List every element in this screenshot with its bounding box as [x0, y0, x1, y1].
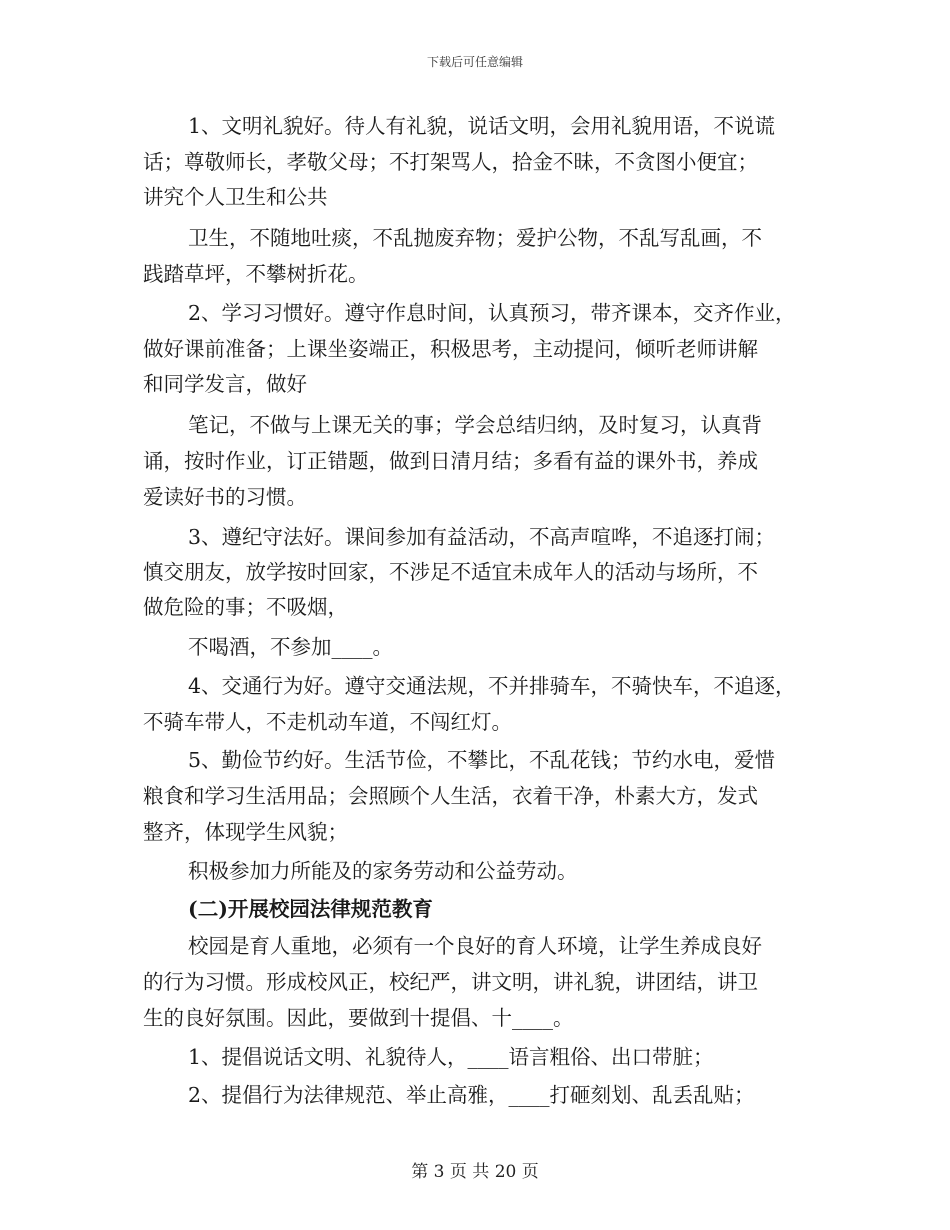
text-line: 积极参加力所能及的家务劳动和公益劳动。	[188, 859, 578, 883]
text-line: 讲究个人卫生和公共	[143, 185, 328, 209]
page-header: 下载后可任意编辑	[426, 55, 523, 69]
text-line: 不喝酒，不参加____。	[188, 635, 393, 659]
text-line: 4、交通行为好。遵守交通法规，不并排骑车，不骑快车，不追逐，	[188, 674, 796, 698]
text-line: 做危险的事；不吸烟，	[143, 595, 348, 619]
text-line: 慎交朋友，放学按时回家，不涉足不适宜未成年人的活动与场所，不	[143, 560, 758, 584]
text-line: 5、勤俭节约好。生活节俭，不攀比，不乱花钱；节约水电，爱惜	[188, 748, 776, 772]
section-heading: (二)开展校园法律规范教育	[188, 897, 433, 921]
text-line: 生的良好氛围。因此，要做到十提倡、十____。	[143, 1006, 574, 1030]
text-line: 不骑车带人，不走机动车道，不闯红灯。	[143, 710, 512, 734]
text-line: 3、遵纪守法好。课间参加有益活动，不高声喧哗，不追逐打闹；	[188, 525, 776, 549]
text-line: 践踏草坪，不攀树折花。	[143, 262, 369, 286]
text-line: 做好课前准备；上课坐姿端正，积极思考，主动提问，倾听老师讲解	[143, 337, 758, 361]
text-line: 和同学发言，做好	[143, 372, 307, 396]
text-line: 话；尊敬师长，孝敬父母；不打架骂人，拾金不昧，不贪图小便宜；	[143, 150, 758, 174]
text-line: 的行为习惯。形成校风正，校纪严，讲文明，讲礼貌，讲团结，讲卫	[143, 970, 758, 994]
text-line: 校园是育人重地，必须有一个良好的育人环境，让学生养成良好	[188, 934, 762, 958]
text-line: 1、文明礼貌好。待人有礼貌，说话文明，会用礼貌用语，不说谎	[188, 114, 776, 138]
text-line: 粮食和学习生活用品；会照顾个人生活，衣着干净，朴素大方，发式	[143, 784, 758, 808]
text-line: 诵，按时作业，订正错题，做到日清月结；多看有益的课外书，养成	[143, 449, 758, 473]
text-line: 爱读好书的习惯。	[143, 485, 307, 509]
text-line: 2、学习习惯好。遵守作息时间，认真预习，带齐课本，交齐作业，	[188, 301, 796, 325]
text-line: 2、提倡行为法律规范、举止高雅，____打砸刻划、乱丢乱贴；	[188, 1083, 755, 1107]
text-line: 卫生，不随地吐痰，不乱抛废弃物；爱护公物，不乱写乱画，不	[188, 226, 762, 250]
page-number: 第 3 页 共 20 页	[411, 1162, 539, 1182]
text-line: 1、提倡说话文明、礼貌待人，____语言粗俗、出口带脏；	[188, 1045, 714, 1069]
text-line: 笔记，不做与上课无关的事；学会总结归纳，及时复习，认真背	[188, 413, 762, 437]
text-line: 整齐，体现学生风貌；	[143, 820, 348, 844]
